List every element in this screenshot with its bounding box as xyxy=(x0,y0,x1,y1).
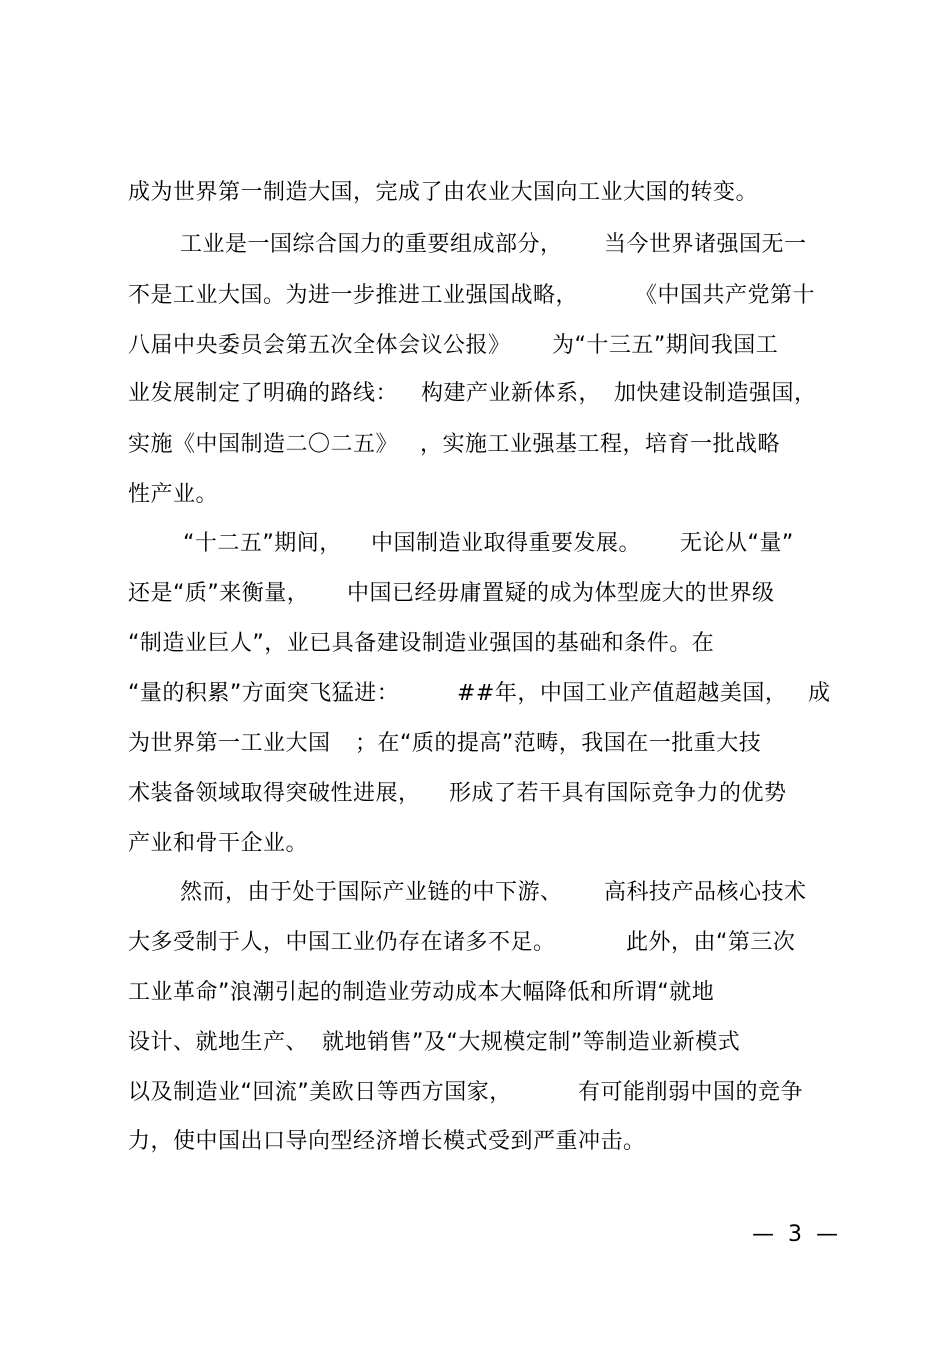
text-line: 业发展制定了明确的路线： xyxy=(128,381,399,406)
text-line: 加快建设制造强国， xyxy=(614,381,817,406)
text-line: 此外，由“第三次 xyxy=(626,930,796,955)
text-line: 工业是一国综合国力的重要组成部分， xyxy=(180,232,563,257)
text-line: “制造业巨人”，业已具备建设制造业强国的基础和条件。在 xyxy=(128,631,715,656)
text-line: 中国制造业取得重要发展。 xyxy=(371,531,642,556)
text-line: “十二五”期间， xyxy=(183,531,342,556)
text-line: 《中国共产党第十 xyxy=(635,283,816,308)
text-line: 成 xyxy=(808,681,831,706)
text-line: 术装备领域取得突破性进展， xyxy=(128,781,421,806)
text-line: ，实施工业强基工程，培育一批战略 xyxy=(420,432,781,457)
text-line: 然而，由于处于国际产业链的中下游、 xyxy=(180,880,563,905)
text-line: 为“十三五”期间我国工 xyxy=(552,333,779,358)
text-line: ；在“质的提高”范畴，我国在一批重大技 xyxy=(355,731,762,756)
text-line: 八届中央委员会第五次全体会议公报》 xyxy=(128,333,511,358)
text-line: 成为世界第一制造大国，完成了由农业大国向工业大国的转变。 xyxy=(128,180,759,205)
text-line: ##年，中国工业产值超越美国， xyxy=(457,681,788,706)
text-line: 中国已经毋庸置疑的成为体型庞大的世界级 xyxy=(347,581,775,606)
text-line: 当今世界诸强国无一 xyxy=(604,232,807,257)
text-line: 不是工业大国。为进一步推进工业强国战略， xyxy=(128,283,579,308)
text-line: 以及制造业“回流”美欧日等西方国家， xyxy=(128,1080,512,1105)
text-line: 高科技产品核心技术 xyxy=(604,880,807,905)
text-line: 工业革命”浪潮引起的制造业劳动成本大幅降低和所谓“就地 xyxy=(128,980,715,1005)
text-line: 构建产业新体系， xyxy=(421,381,602,406)
page-number: — 3 — xyxy=(752,1222,838,1247)
text-line: 大多受制于人，中国工业仍存在诸多不足。 xyxy=(128,930,556,955)
text-line: 形成了若干具有国际竞争力的优势 xyxy=(449,781,787,806)
text-line: 为世界第一工业大国 xyxy=(128,731,331,756)
text-line: 力，使中国出口导向型经济增长模式受到严重冲击。 xyxy=(128,1129,646,1154)
text-line: 性产业。 xyxy=(128,482,219,507)
text-line: 实施《中国制造二〇二五》 xyxy=(128,432,399,457)
text-line: 还是“质”来衡量， xyxy=(128,581,310,606)
text-line: 就地销售”及“大规模定制”等制造业新模式 xyxy=(322,1030,741,1055)
text-line: 设计、就地生产、 xyxy=(128,1030,309,1055)
text-line: 无论从“量” xyxy=(680,531,794,556)
text-line: 产业和骨干企业。 xyxy=(128,831,309,856)
text-line: “量的积累”方面突飞猛进： xyxy=(128,681,400,706)
text-line: 有可能削弱中国的竞争 xyxy=(578,1080,804,1105)
